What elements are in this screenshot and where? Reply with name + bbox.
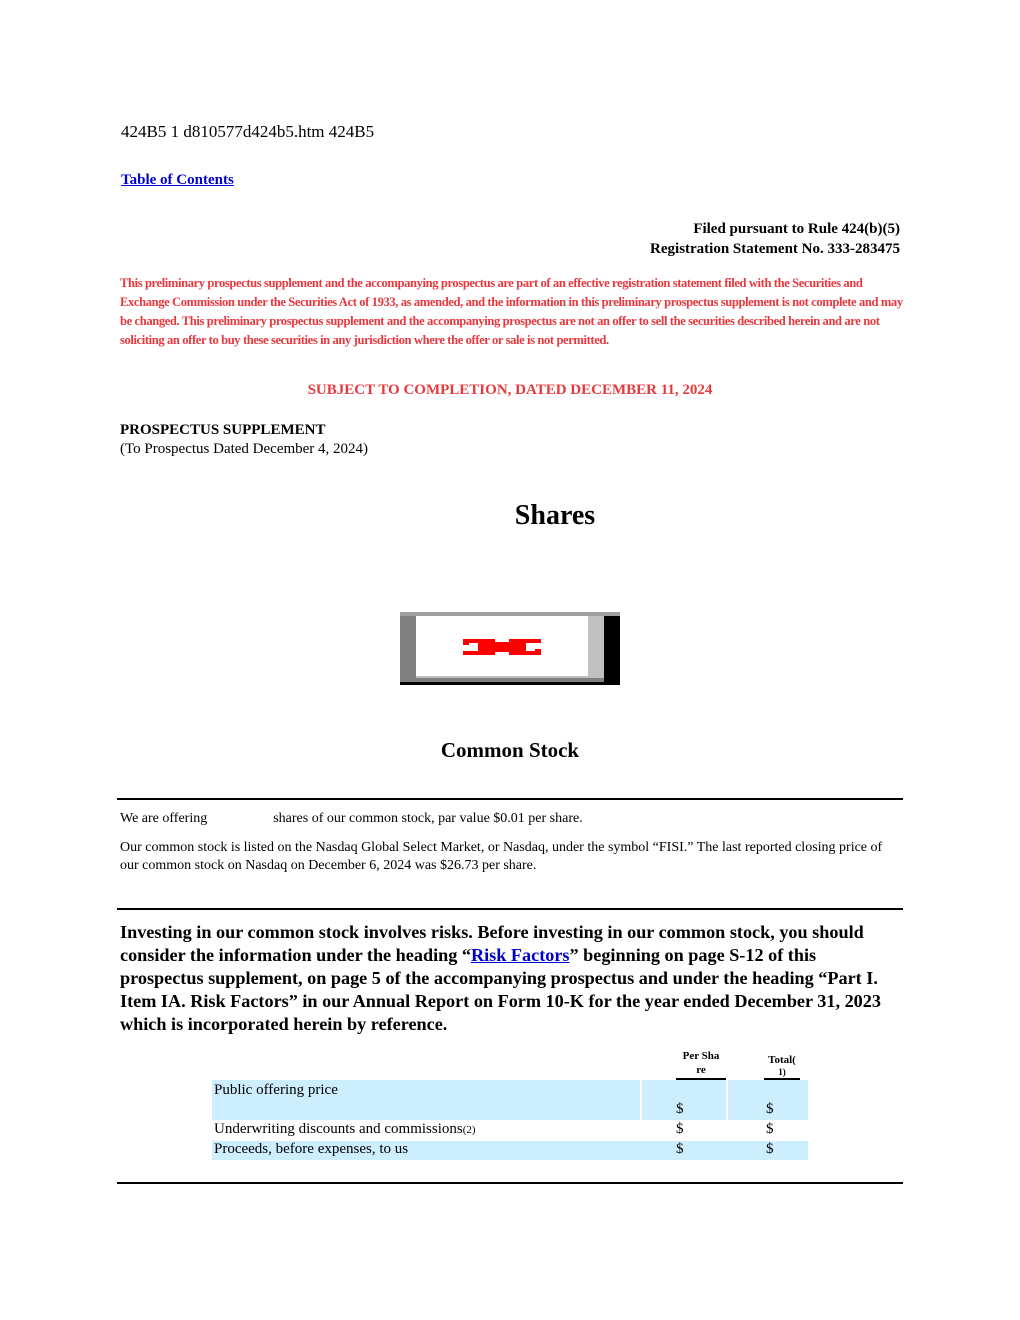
row-label: Proceeds, before expenses, to us [214,1141,409,1157]
logo-inner-frame [416,616,604,678]
column-header-total [764,1053,800,1080]
table-row [212,1080,808,1120]
divider-middle [117,908,903,910]
divider-top [117,798,903,800]
file-header: 424B5 1 d810577d424b5.htm 424B5 [121,122,375,141]
total-value: $ [766,1121,774,1137]
company-logo-icon [400,612,620,685]
offer-text-part2: shares of our common stock, par value $0.01 per share. [273,811,583,826]
risk-text-before: Investing in our common stock involves risks. Before investing in our common stock, you should consider the information under the heading “ [120,922,864,965]
logo-mark-icon [416,616,588,676]
logo-right-edge [604,616,620,685]
offering-statement [120,811,583,827]
filing-rule: Filed pursuant to Rule 424(b)(5) [693,221,900,237]
risk-warning [120,921,900,1036]
total-header-line1: Total( [768,1054,796,1066]
per-share-value: $ [676,1121,684,1137]
supplement-title: PROSPECTUS SUPPLEMENT [120,422,326,438]
logo-bottom-edge [400,682,620,685]
registration-number: Registration Statement No. 333-283475 [650,241,900,257]
logo-canvas [416,616,588,676]
risk-factors-link[interactable]: Risk Factors [470,945,570,965]
per-share-header-line2: re [696,1064,706,1076]
per-share-value: $ [676,1101,684,1117]
table-row [212,1141,808,1160]
filing-info [650,219,900,259]
row-label [214,1121,476,1138]
row-label-text: Underwriting discounts and commissions [214,1121,463,1137]
risk-text-after: ” beginning on page S-12 of this prospectus supplement, on page 5 of the accompanying prospectus and under the heading “Part I. Item IA. Risk Factors” in our Annual Report on Form 10-K for the year ended December 31, 2023 which is incorporated herein by reference. [120,945,881,1034]
column-header-per-share [676,1049,726,1080]
table-of-contents-link[interactable]: Table of Contents [121,172,234,188]
listing-statement: Our common stock is listed on the Nasdaq Global Select Market, or Nasdaq, under the symbol “FISI.” The last reported closing price of our common stock on Nasdaq on December 6, 2024 was $26.73 per share. [120,840,883,873]
row-label: Public offering price [214,1082,338,1098]
per-share-value: $ [676,1141,684,1157]
common-stock-heading: Common Stock [440,738,580,762]
total-value: $ [766,1141,774,1157]
table-row [212,1121,808,1141]
supplement-subtitle: (To Prospectus Dated December 4, 2024) [120,441,369,457]
subject-to-completion: SUBJECT TO COMPLETION, DATED DECEMBER 11, 2024 [307,382,713,398]
total-value: $ [766,1101,774,1117]
per-share-header-line1: Per Sha [682,1050,720,1062]
shares-heading: Shares [514,500,596,531]
divider-bottom [117,1182,903,1184]
offer-text-part1: We are offering [120,811,208,826]
preliminary-notice: This preliminary prospectus supplement and the accompanying prospectus are part of an effective registration statement filed with the Securities and Exchange Commission under the Securities Act of 1933, as amended, and the information in this preliminary prospectus supplement is not complete and may be changed. This preliminary prospectus supplement and the accompanying prospectus are not an offer to sell the securities described herein and are not soliciting an offer to buy these securities in any jurisdiction where the offer or sale is not permitted. [120,276,903,347]
row-footnote: (2) [462,1124,476,1136]
total-header-line2: 1) [778,1067,786,1077]
